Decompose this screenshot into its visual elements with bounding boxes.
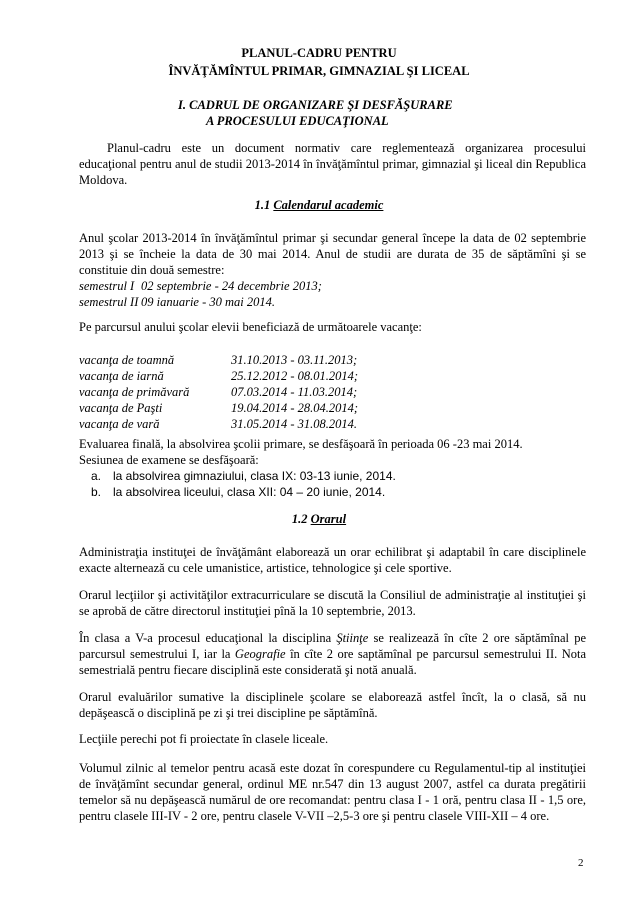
- vacations-intro: Pe parcursul anului şcolar elevii beneficiază de următoarele vacanţe:: [79, 320, 422, 334]
- subject-stiinte: Ştiinţe: [336, 631, 369, 645]
- vacation-name: vacanţa de iarnă: [79, 369, 164, 383]
- exam-item-text: la absolvirea gimnaziului, clasa IX: 03-13 iunie, 2014.: [113, 469, 396, 483]
- section-heading-schedule: [0, 512, 638, 527]
- semester-row: [79, 278, 586, 294]
- schedule-paragraph-6: Volumul zilnic al temelor pentru acasă este dozat în corespundere cu Regulamentul-tip al instituţiei de învăţămînt secundar general, ordinul ME nr.547 din 13 august 2007, astfel ca durata pregătirii temelor să nu depăşească numărul de ore recomandat: pentru clasa I - 1 oră, pentru clasa II - 1,5 ore, pentru clasele III-IV - 2 ore, pentru clasele V-VII –2,5-3 ore şi pentru clasele VIII-XII – 4 ore.: [79, 761, 586, 823]
- vacation-row: [79, 416, 586, 432]
- semester-dates: 02 septembrie - 24 decembrie 2013;: [141, 279, 322, 293]
- exam-item-text: la absolvirea liceului, clasa XII: 04 – 20 iunie, 2014.: [113, 485, 386, 499]
- vacation-name: vacanţa de vară: [79, 417, 160, 431]
- final-evaluation-line: Evaluarea finală, la absolvirea şcolii primare, se desfăşoară în perioada 06 -23 mai 2014.: [79, 437, 523, 451]
- section-title: Orarul: [310, 512, 347, 526]
- exam-session-line: Sesiunea de examene se desfăşoară:: [79, 453, 259, 467]
- semester-row: [79, 294, 586, 310]
- vacation-row: [79, 368, 586, 384]
- p3-part-c: în cîte 2 ore saptămînal pe parcursul semestrului II. Nota semestrială pentru fiecare disciplină este considerată şi notă anuală.: [79, 647, 586, 677]
- vacation-name: vacanţa de toamnă: [79, 353, 175, 367]
- vacation-name: vacanţa de Paşti: [79, 401, 163, 415]
- schedule-paragraph-1: Administraţia instituţei de învăţământ elaborează un orar echilibrat şi adaptabil în care disciplinele exacte alternează cu cele umanistice, artistice, tehnologice şi cele sportive.: [79, 545, 586, 575]
- exam-item-marker: b.: [91, 485, 102, 499]
- exam-item-marker: a.: [91, 469, 102, 483]
- schedule-paragraph-5: Lecţiile perechi pot fi proiectate în clasele liceale.: [79, 732, 329, 746]
- vacation-dates: 07.03.2014 - 11.03.2014;: [231, 385, 358, 399]
- section-number: 1.2: [291, 512, 311, 526]
- vacation-row: [79, 352, 586, 368]
- subject-geografie: Geografie: [234, 647, 286, 661]
- vacation-dates: 19.04.2014 - 28.04.2014;: [231, 401, 359, 415]
- section-title: Calendarul academic: [273, 198, 384, 212]
- vacations-list: [79, 352, 586, 432]
- document-title-line1: PLANUL-CADRU PENTRU: [241, 46, 397, 60]
- schedule-paragraph-4: Orarul evaluărilor sumative la disciplinele şcolare se elaborează astfel încît, la o clasă, să nu depăşească o disciplină pe zi şi trei discipline pe săptămînă.: [79, 690, 586, 720]
- semester-dates: 09 ianuarie - 30 mai 2014.: [141, 295, 276, 309]
- section-heading-calendar: [0, 198, 638, 213]
- schedule-paragraph-3: [79, 630, 586, 678]
- document-title-line2: ÎNVĂŢĂMÎNTUL PRIMAR, GIMNAZIAL ŞI LICEAL: [168, 64, 470, 78]
- intro-paragraph: Planul-cadru este un document normativ care reglementează organizarea procesului educaţional pentru anul de studii 2013-2014 în învăţămîntul primar, gimnazial şi liceal din Republica Moldova.: [79, 141, 586, 187]
- vacation-dates: 25.12.2012 - 08.01.2014;: [231, 369, 359, 383]
- vacation-row: [79, 400, 586, 416]
- page-number: 2: [578, 857, 584, 869]
- exam-item: [79, 484, 586, 500]
- chapter-heading-line2: A PROCESULUI EDUCAŢIONAL: [206, 114, 389, 128]
- chapter-heading-line1: I. CADRUL DE ORGANIZARE ŞI DESFĂŞURARE: [178, 98, 453, 112]
- section-number: 1.1: [254, 198, 274, 212]
- semester-list: [79, 278, 586, 310]
- vacation-dates: 31.05.2014 - 31.08.2014.: [231, 417, 358, 431]
- exam-item: [79, 468, 586, 484]
- semester-label: semestrul II: [79, 295, 139, 309]
- p3-part-a: În clasa a V-a procesul educaţional la disciplina: [79, 631, 337, 645]
- semester-label: semestrul I: [79, 279, 135, 293]
- vacation-name: vacanţa de primăvară: [79, 385, 190, 399]
- exams-block: [79, 436, 586, 500]
- vacation-row: [79, 384, 586, 400]
- vacation-dates: 31.10.2013 - 03.11.2013;: [231, 353, 358, 367]
- calendar-paragraph: Anul şcolar 2013-2014 în învăţămîntul primar şi secundar general începe la data de 02 septembrie 2013 şi se încheie la data de 30 mai 2014. Anul de studii are durata de 35 de săptămîni şi se constituie din două semestre:: [79, 231, 586, 277]
- p3-part-b: se realizează în cîte 2 ore săptămînal pe parcursul semestrului I, iar la: [79, 631, 586, 661]
- schedule-paragraph-2: Orarul lecţiilor şi activităţilor extracurriculare se discută la Consiliul de administraţie al instituţiei şi se aprobă de către directorul instituţiei pînă la 10 septembrie, 2013.: [79, 588, 586, 618]
